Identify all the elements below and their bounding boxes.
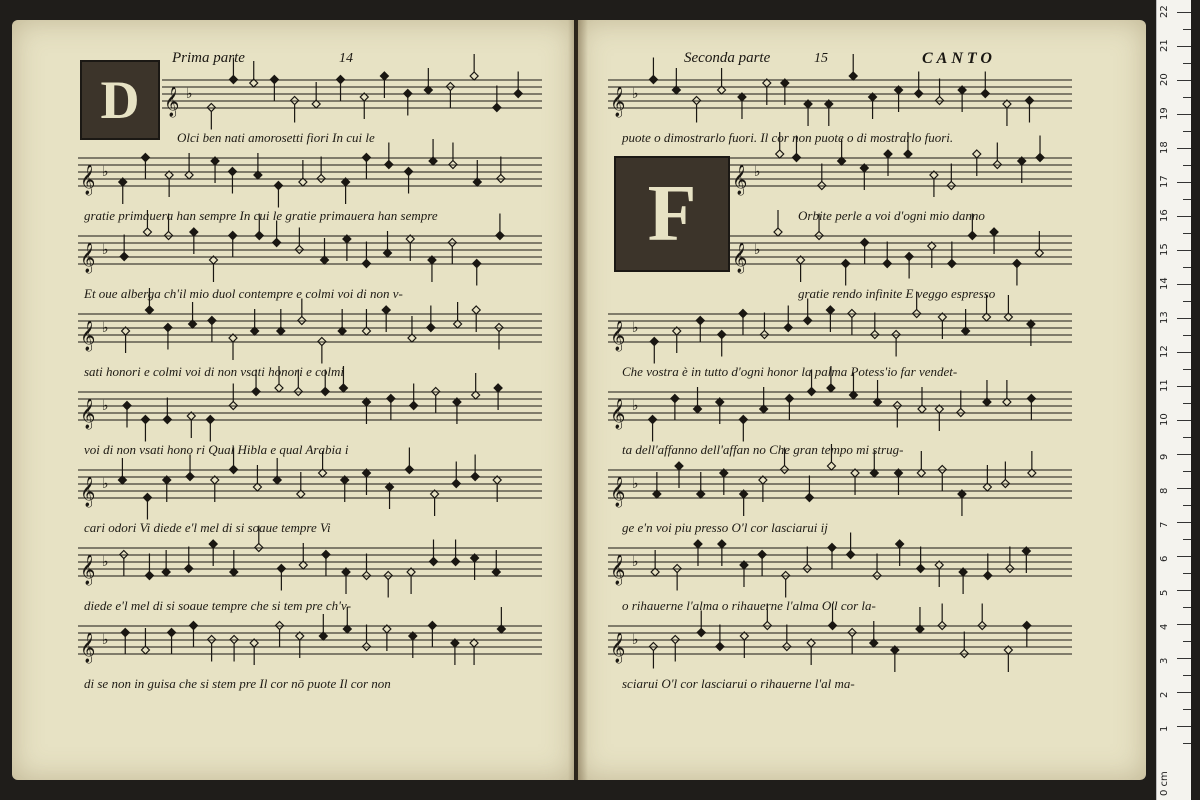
- lyric-line: gratie primauera han sempre In cui le gratie primauera han sempre: [84, 208, 438, 223]
- ruler-half-tick: [1183, 199, 1191, 200]
- note-head-icon: [337, 76, 345, 84]
- ruler-half-tick: [1183, 437, 1191, 438]
- flat-sign-icon: ♭: [102, 476, 109, 492]
- ruler-unit-label: 0 cm: [1159, 771, 1170, 796]
- ruler-tick: [1177, 624, 1191, 625]
- note-head-icon: [141, 416, 149, 424]
- note-head-icon: [948, 260, 956, 268]
- flat-sign-icon: ♭: [632, 398, 639, 414]
- note-head-icon: [649, 76, 657, 84]
- note-head-icon: [827, 384, 835, 392]
- note-head-icon: [385, 161, 393, 169]
- note-head-icon: [496, 232, 504, 240]
- open-book: [12, 20, 1146, 780]
- ruler-half-tick: [1183, 607, 1191, 608]
- note-head-icon: [427, 324, 435, 332]
- music-staff: [608, 378, 1072, 438]
- note-head-icon: [472, 306, 480, 314]
- ruler-label: 2: [1159, 691, 1170, 698]
- lyric-line: gratie rendo infinite E veggo espresso: [798, 286, 996, 301]
- lyric-line: puote o dimostrarlo fuori. Il cor non puote o di mostrarlo fuori.: [622, 130, 954, 145]
- ruler-tick: [1177, 420, 1191, 421]
- note-head-icon: [209, 540, 217, 548]
- ruler-half-tick: [1183, 29, 1191, 30]
- lyric-line: sati honori e colmi voi di non vsati honori e colmi: [84, 364, 344, 379]
- lyric-line: o rihauerne l'alma o rihauerne l'alma O'l cor la-: [622, 598, 876, 613]
- ruler-tick: [1177, 726, 1191, 727]
- note-head-icon: [649, 416, 657, 424]
- music-staff: [78, 534, 542, 594]
- clef-icon: 𝄞: [164, 87, 180, 117]
- music-staff: [78, 300, 542, 360]
- note-head-icon: [321, 388, 329, 396]
- music-staff: [608, 66, 1072, 126]
- clef-icon: 𝄞: [610, 555, 626, 585]
- note-head-icon: [1036, 154, 1044, 162]
- note-head-icon: [694, 540, 702, 548]
- note-head-icon: [275, 384, 283, 392]
- ruler-label: 12: [1159, 345, 1170, 358]
- clef-icon: 𝄞: [610, 399, 626, 429]
- note-head-icon: [784, 324, 792, 332]
- ruler-tick: [1177, 454, 1191, 455]
- ruler-tick: [1177, 250, 1191, 251]
- ruler-label: 4: [1159, 623, 1170, 630]
- note-head-icon: [915, 90, 923, 98]
- ruler-tick: [1177, 148, 1191, 149]
- note-head-icon: [785, 395, 793, 403]
- note-head-icon: [255, 232, 263, 240]
- measurement-ruler: [1156, 0, 1191, 800]
- note-head-icon: [493, 104, 501, 112]
- note-head-icon: [145, 306, 153, 314]
- note-head-icon: [774, 228, 782, 236]
- music-staff: [78, 144, 542, 204]
- note-head-icon: [452, 558, 460, 566]
- note-head-icon: [163, 416, 171, 424]
- note-head-icon: [229, 232, 237, 240]
- note-head-icon: [718, 331, 726, 339]
- clef-icon: 𝄞: [610, 87, 626, 117]
- left-page: [12, 20, 574, 780]
- flat-sign-icon: ♭: [102, 554, 109, 570]
- flat-sign-icon: ♭: [102, 398, 109, 414]
- lyric-line: voi di non vsati hono ri Qual Hibla e qual Arabia i: [84, 442, 349, 457]
- flat-sign-icon: ♭: [632, 632, 639, 648]
- note-head-icon: [273, 239, 281, 247]
- clef-icon: 𝄞: [80, 555, 96, 585]
- clef-icon: 𝄞: [80, 165, 96, 195]
- ruler-half-tick: [1183, 267, 1191, 268]
- music-staff: [162, 66, 542, 126]
- ruler-label: 15: [1159, 243, 1170, 256]
- note-head-icon: [739, 416, 747, 424]
- ruler-half-tick: [1183, 573, 1191, 574]
- note-head-icon: [145, 572, 153, 580]
- ruler-label: 9: [1159, 453, 1170, 460]
- note-head-icon: [186, 473, 194, 481]
- lyric-line: di se non in guisa che si stem pre Il cor nō puote Il cor non: [84, 676, 391, 691]
- note-head-icon: [671, 395, 679, 403]
- note-head-icon: [382, 306, 390, 314]
- note-head-icon: [883, 260, 891, 268]
- note-head-icon: [716, 643, 724, 651]
- ruler-half-tick: [1183, 369, 1191, 370]
- ruler-label: 5: [1159, 589, 1170, 596]
- ruler-half-tick: [1183, 131, 1191, 132]
- lyric-line: Che vostra è in tutto d'ogni honor la palma Potess'io far vendet-: [622, 364, 958, 379]
- music-staff: [78, 378, 542, 438]
- note-head-icon: [322, 551, 330, 559]
- flat-sign-icon: ♭: [186, 86, 193, 102]
- clef-icon: 𝄞: [80, 633, 96, 663]
- page-number-right: 15: [814, 51, 828, 66]
- ruler-label: 10: [1159, 413, 1170, 426]
- note-head-icon: [718, 540, 726, 548]
- lyric-line: cari odori Vi diede e'l mel di si soaue tempre Vi: [84, 520, 331, 535]
- ruler-tick: [1177, 46, 1191, 47]
- note-head-icon: [758, 551, 766, 559]
- note-head-icon: [739, 310, 747, 318]
- note-head-icon: [904, 150, 912, 158]
- ruler-label: 20: [1159, 73, 1170, 86]
- music-staff: [608, 300, 1072, 360]
- note-head-icon: [1023, 622, 1031, 630]
- flat-sign-icon: ♭: [754, 242, 761, 258]
- note-head-icon: [1027, 395, 1035, 403]
- note-head-icon: [973, 150, 981, 158]
- note-head-icon: [805, 494, 813, 502]
- clef-icon: 𝄞: [80, 243, 96, 273]
- ruler-tick: [1177, 522, 1191, 523]
- note-head-icon: [829, 622, 837, 630]
- ruler-label: 19: [1159, 107, 1170, 120]
- note-head-icon: [776, 150, 784, 158]
- flat-sign-icon: ♭: [632, 86, 639, 102]
- ruler-tick: [1177, 12, 1191, 13]
- ruler-tick: [1177, 284, 1191, 285]
- note-head-icon: [143, 228, 151, 236]
- note-head-icon: [826, 306, 834, 314]
- ruler-tick: [1177, 80, 1191, 81]
- part-title-left: Prima parte: [172, 50, 245, 66]
- note-head-icon: [405, 168, 413, 176]
- lyric-line: Orbite perle a voi d'ogni mio danno: [798, 208, 985, 223]
- note-head-icon: [206, 416, 214, 424]
- note-head-icon: [143, 494, 151, 502]
- ruler-tick: [1177, 216, 1191, 217]
- decorated-initial-d: D: [80, 60, 160, 140]
- ruler-label: 11: [1159, 379, 1170, 392]
- ruler-half-tick: [1183, 335, 1191, 336]
- note-head-icon: [452, 480, 460, 488]
- note-head-icon: [471, 473, 479, 481]
- ruler-tick: [1177, 590, 1191, 591]
- note-head-icon: [494, 384, 502, 392]
- clef-icon: 𝄞: [80, 477, 96, 507]
- note-head-icon: [410, 402, 418, 410]
- ruler-label: 13: [1159, 311, 1170, 324]
- note-head-icon: [847, 551, 855, 559]
- note-head-icon: [387, 395, 395, 403]
- flat-sign-icon: ♭: [754, 164, 761, 180]
- music-staff: [78, 222, 542, 282]
- note-head-icon: [981, 90, 989, 98]
- ruler-half-tick: [1183, 97, 1191, 98]
- note-head-icon: [696, 317, 704, 325]
- note-head-icon: [168, 629, 176, 637]
- note-head-icon: [185, 565, 193, 573]
- part-title-right: Seconda parte: [684, 50, 771, 66]
- note-head-icon: [1013, 260, 1021, 268]
- note-head-icon: [277, 565, 285, 573]
- note-head-icon: [861, 239, 869, 247]
- ruler-half-tick: [1183, 675, 1191, 676]
- clef-icon: 𝄞: [732, 165, 748, 195]
- ruler-half-tick: [1183, 233, 1191, 234]
- ruler-tick: [1177, 488, 1191, 489]
- music-staff: [608, 456, 1072, 516]
- note-head-icon: [362, 260, 370, 268]
- note-head-icon: [362, 154, 370, 162]
- lyric-line: ta dell'affanno dell'affan no Che gran tempo mi strug-: [622, 442, 904, 457]
- ruler-tick: [1177, 114, 1191, 115]
- flat-sign-icon: ♭: [632, 320, 639, 336]
- lyric-line: Olci ben nati amorosetti fiori In cui le: [177, 130, 375, 145]
- note-head-icon: [804, 317, 812, 325]
- note-head-icon: [842, 260, 850, 268]
- note-head-icon: [123, 402, 131, 410]
- note-head-icon: [270, 76, 278, 84]
- ruler-half-tick: [1183, 471, 1191, 472]
- music-staff: [730, 144, 1072, 204]
- clef-icon: 𝄞: [80, 399, 96, 429]
- note-head-icon: [121, 629, 129, 637]
- note-head-icon: [190, 228, 198, 236]
- note-head-icon: [514, 90, 522, 98]
- ruler-label: 16: [1159, 209, 1170, 222]
- note-head-icon: [808, 388, 816, 396]
- note-head-icon: [905, 253, 913, 261]
- ruler-half-tick: [1183, 301, 1191, 302]
- lyric-line: sciarui O'l cor lasciarui o rihauerne l'al ma-: [622, 676, 855, 691]
- flat-sign-icon: ♭: [102, 632, 109, 648]
- note-head-icon: [984, 572, 992, 580]
- ruler-tick: [1177, 318, 1191, 319]
- note-head-icon: [792, 154, 800, 162]
- ruler-label: 7: [1159, 521, 1170, 528]
- ruler-label: 18: [1159, 141, 1170, 154]
- note-head-icon: [470, 72, 478, 80]
- lyric-line: diede e'l mel di si soaue tempre che si tem pre ch'v-: [84, 598, 352, 613]
- note-head-icon: [189, 622, 197, 630]
- ruler-half-tick: [1183, 743, 1191, 744]
- note-head-icon: [650, 338, 658, 346]
- lyric-line: ge e'n voi piu presso O'l cor lasciarui ij: [622, 520, 828, 535]
- note-head-icon: [697, 629, 705, 637]
- note-head-icon: [917, 565, 925, 573]
- ruler-tick: [1177, 182, 1191, 183]
- flat-sign-icon: ♭: [102, 164, 109, 180]
- note-head-icon: [1025, 97, 1033, 105]
- page-number-left: 14: [339, 51, 353, 66]
- music-staff: [78, 456, 542, 516]
- ruler-tick: [1177, 386, 1191, 387]
- ruler-label: 22: [1159, 5, 1170, 18]
- note-head-icon: [230, 466, 238, 474]
- ruler-label: 21: [1159, 39, 1170, 52]
- ruler-label: 8: [1159, 487, 1170, 494]
- ruler-half-tick: [1183, 63, 1191, 64]
- note-head-icon: [428, 622, 436, 630]
- note-head-icon: [405, 466, 413, 474]
- note-head-icon: [473, 260, 481, 268]
- flat-sign-icon: ♭: [102, 320, 109, 336]
- note-head-icon: [828, 544, 836, 552]
- ruler-label: 17: [1159, 175, 1170, 188]
- decorated-initial-f: F: [614, 156, 730, 272]
- ruler-half-tick: [1183, 165, 1191, 166]
- ruler-tick: [1177, 352, 1191, 353]
- ruler-tick: [1177, 692, 1191, 693]
- ruler-tick: [1177, 556, 1191, 557]
- note-head-icon: [208, 317, 216, 325]
- ruler-label: 14: [1159, 277, 1170, 290]
- note-head-icon: [675, 462, 683, 470]
- note-head-icon: [164, 324, 172, 332]
- note-head-icon: [339, 384, 347, 392]
- note-head-icon: [252, 388, 260, 396]
- note-head-icon: [120, 253, 128, 261]
- clef-icon: 𝄞: [610, 477, 626, 507]
- ruler-half-tick: [1183, 403, 1191, 404]
- note-head-icon: [896, 540, 904, 548]
- ruler-label: 6: [1159, 555, 1170, 562]
- note-head-icon: [884, 150, 892, 158]
- clef-icon: 𝄞: [732, 243, 748, 273]
- ruler-half-tick: [1183, 539, 1191, 540]
- music-staff: [730, 222, 1072, 282]
- note-head-icon: [141, 154, 149, 162]
- right-page: [578, 20, 1146, 780]
- clef-icon: 𝄞: [610, 321, 626, 351]
- music-staff: [608, 612, 1072, 672]
- note-head-icon: [229, 76, 237, 84]
- note-head-icon: [380, 72, 388, 80]
- lyric-line: Et oue alberga ch'il mio duol contempre e colmi voi di non v-: [84, 286, 403, 301]
- note-head-icon: [990, 228, 998, 236]
- clef-icon: 𝄞: [80, 321, 96, 351]
- music-staff: [608, 534, 1072, 594]
- flat-sign-icon: ♭: [102, 242, 109, 258]
- clef-icon: 𝄞: [610, 633, 626, 663]
- note-head-icon: [968, 232, 976, 240]
- flat-sign-icon: ♭: [632, 554, 639, 570]
- book-gutter: [568, 20, 588, 780]
- ruler-label: 1: [1159, 725, 1170, 732]
- flat-sign-icon: ♭: [632, 476, 639, 492]
- voice-label: CANTO: [922, 50, 996, 67]
- note-head-icon: [429, 558, 437, 566]
- note-head-icon: [827, 462, 835, 470]
- ruler-half-tick: [1183, 709, 1191, 710]
- ruler-tick: [1177, 658, 1191, 659]
- music-staff: [78, 612, 542, 672]
- ruler-half-tick: [1183, 641, 1191, 642]
- note-head-icon: [849, 72, 857, 80]
- note-head-icon: [274, 182, 282, 190]
- note-head-icon: [228, 168, 236, 176]
- ruler-label: 3: [1159, 657, 1170, 664]
- ruler-half-tick: [1183, 505, 1191, 506]
- note-head-icon: [404, 90, 412, 98]
